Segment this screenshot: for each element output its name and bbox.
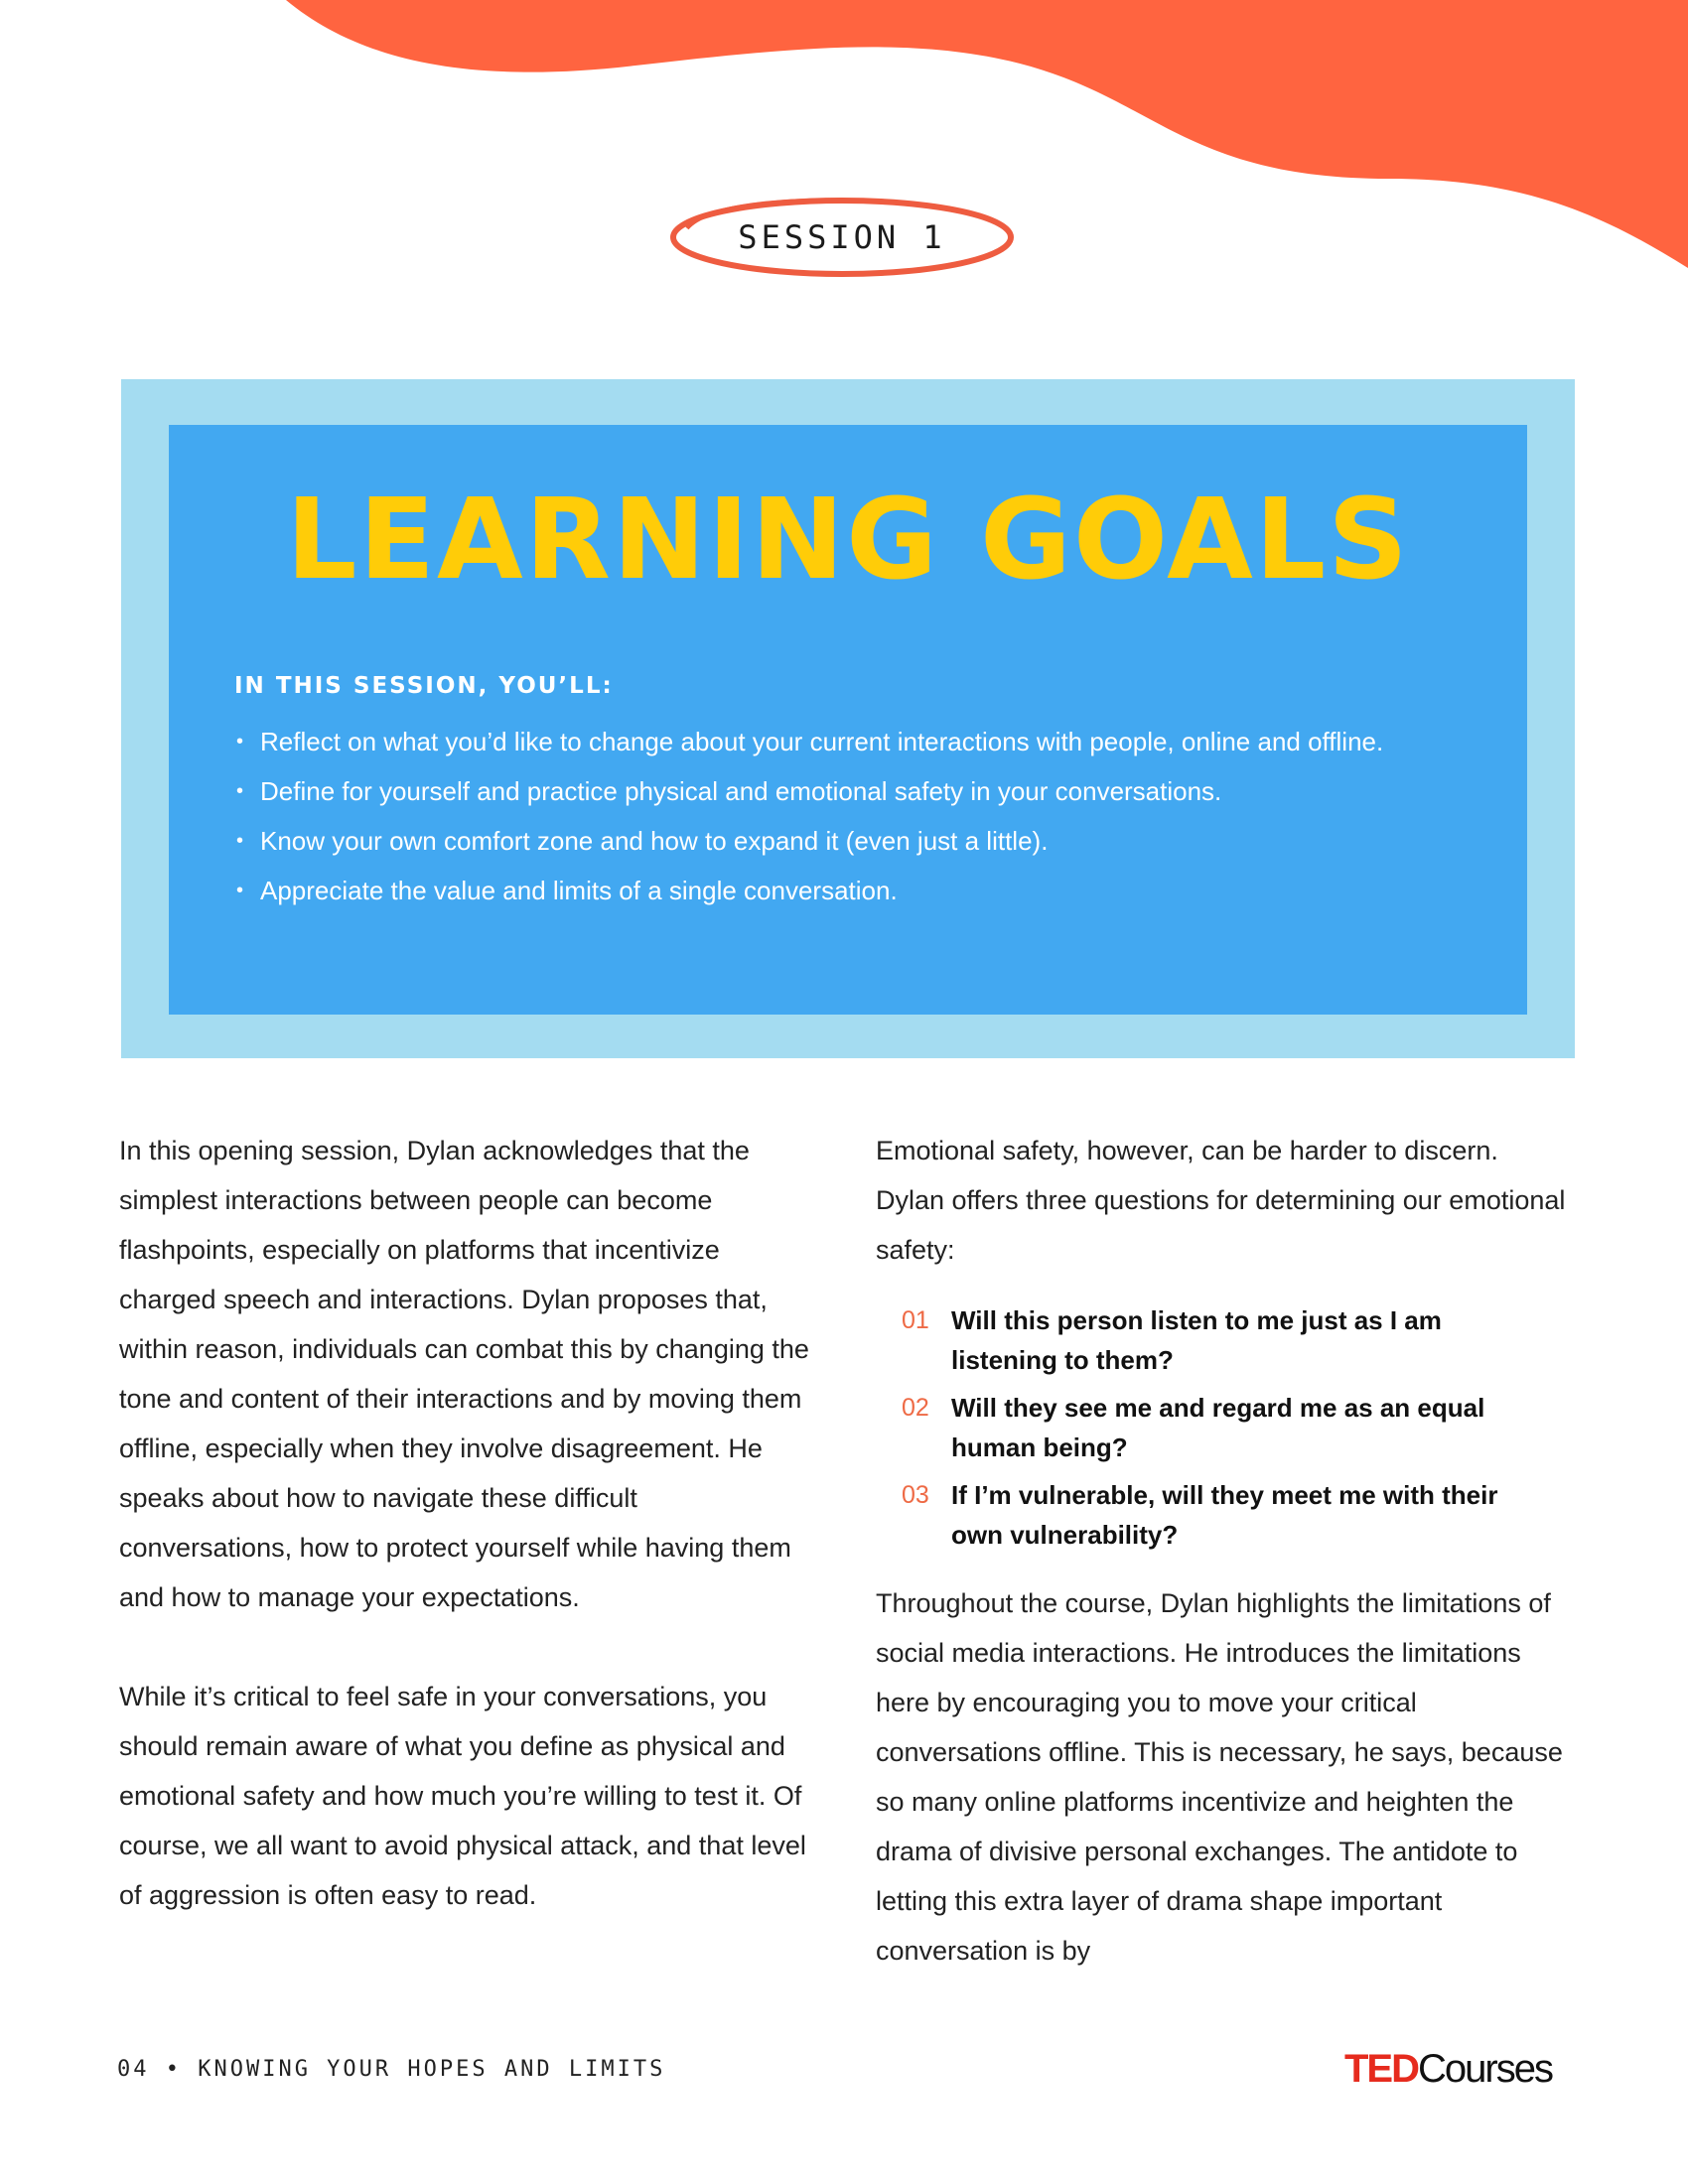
safety-questions-list (876, 1300, 1571, 1555)
question-text: Will they see me and regard me as an equal human being? (951, 1393, 1485, 1462)
question-item (876, 1300, 1571, 1380)
goal-item: • Know your own comfort zone and how to expand it (even just a little). (234, 816, 1485, 866)
left-column (119, 1126, 814, 1920)
ted-courses-logo (1344, 2049, 1552, 2089)
body-paragraph: Emotional safety, however, can be harder to discern. Dylan offers three questions for determining our emotional safety: (876, 1136, 1566, 1265)
learning-goals-frame (121, 379, 1575, 1058)
session-label: SESSION 1 (738, 218, 946, 256)
body-paragraph: Throughout the course, Dylan highlights the limitations of social media interactions. He introduces the limitations here by encouraging you to move your critical conversations offline. This is necessary, he says, because so many online platforms incentivize and heighten the drama of divisive personal exchanges. The antidote to letting this extra layer of drama shape important conversation is by (876, 1588, 1563, 1966)
goal-item: • Reflect on what you’d like to change about your current interactions with people, online and offline. (234, 717, 1485, 766)
right-column (876, 1126, 1571, 1976)
question-text: Will this person listen to me just as I am listening to them? (951, 1305, 1442, 1375)
question-text: If I’m vulnerable, will they meet me with their own vulnerability? (951, 1480, 1498, 1550)
body-paragraph: In this opening session, Dylan acknowledges that the simplest interactions between people can become flashpoints, especially on platforms that incentivize charged speech and interactions. Dylan proposes that, within reason, individuals can combat this by changing the tone and content of their interactions and by moving them offline, especially when they involve disagreement. He speaks about how to navigate these difficult conversations, how to protect yourself while having them and how to manage your expectations. (119, 1136, 809, 1612)
question-number: 01 (902, 1306, 929, 1334)
learning-goals-subtitle: IN THIS SESSION, YOU’LL: (234, 673, 614, 699)
logo-ted-text: TED (1344, 2047, 1418, 2091)
question-item (876, 1388, 1571, 1467)
question-number: 02 (902, 1394, 929, 1422)
question-number: 03 (902, 1481, 929, 1509)
logo-courses-text: Courses (1418, 2047, 1552, 2091)
session-badge (667, 195, 1017, 280)
page-footer-label: 04 • KNOWING YOUR HOPES AND LIMITS (117, 2057, 666, 2082)
question-item (876, 1475, 1571, 1555)
body-paragraph: While it’s critical to feel safe in your conversations, you should remain aware of what you define as physical and emotional safety and how much you’re willing to test it. Of course, we all want to avoid physical attack, and that level of aggression is often easy to read. (119, 1682, 806, 1910)
learning-goals-panel (169, 425, 1527, 1015)
learning-goals-list (234, 717, 1485, 915)
goal-item: • Define for yourself and practice physical and emotional safety in your conversations. (234, 766, 1485, 816)
goal-item: • Appreciate the value and limits of a single conversation. (234, 866, 1485, 915)
learning-goals-title: LEARNING GOALS (286, 476, 1410, 605)
